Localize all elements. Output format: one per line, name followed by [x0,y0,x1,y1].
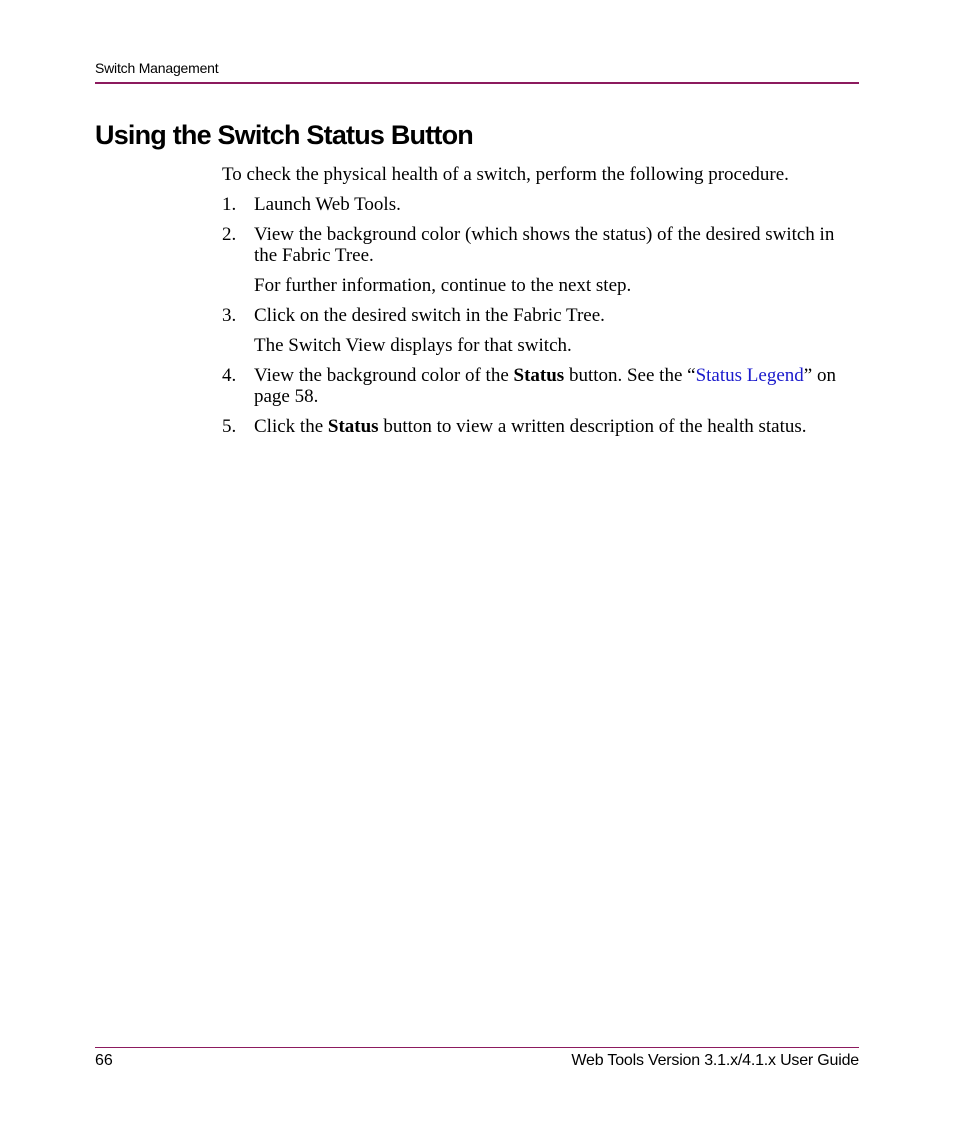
status-button-term: Status [327,416,379,437]
step-number: 2. [222,224,237,245]
procedure-body [222,164,852,446]
header-rule [95,82,859,84]
step-text: Click on the desired switch in the Fabric Tree. [254,305,605,326]
step-3 [222,305,852,326]
step-text-before: View the background color of the [254,365,514,386]
step-1 [222,194,852,215]
page-number: 66 [95,1052,113,1069]
step-number: 4. [222,365,237,386]
step-3-note: The Switch View displays for that switch. [254,335,572,356]
step-2-note: For further information, continue to the next step. [254,275,632,296]
step-2 [222,224,852,266]
step-text-middle: button. See the “ [564,365,696,386]
step-number: 1. [222,194,237,215]
step-text-after: ” on page 58. [254,365,836,407]
step-text-before: Click the [254,416,328,437]
intro-paragraph: To check the physical health of a switch, perform the following procedure. [222,164,789,185]
step-4 [222,365,852,407]
section-title: Using the Switch Status Button [95,120,473,150]
step-number: 3. [222,305,237,326]
document-title: Web Tools Version 3.1.x/4.1.x User Guide [571,1052,859,1069]
step-text: View the background color (which shows the status) of the desired switch in the Fabric Tree. [254,224,835,266]
step-number: 5. [222,416,237,437]
step-text: Launch Web Tools. [254,194,401,215]
running-header: Switch Management [95,60,219,76]
step-5 [222,416,852,437]
status-button-term: Status [513,365,565,386]
footer-rule [95,1047,859,1048]
step-text-after: button to view a written description of the health status. [378,416,807,437]
status-legend-link[interactable]: Status Legend [695,365,804,386]
